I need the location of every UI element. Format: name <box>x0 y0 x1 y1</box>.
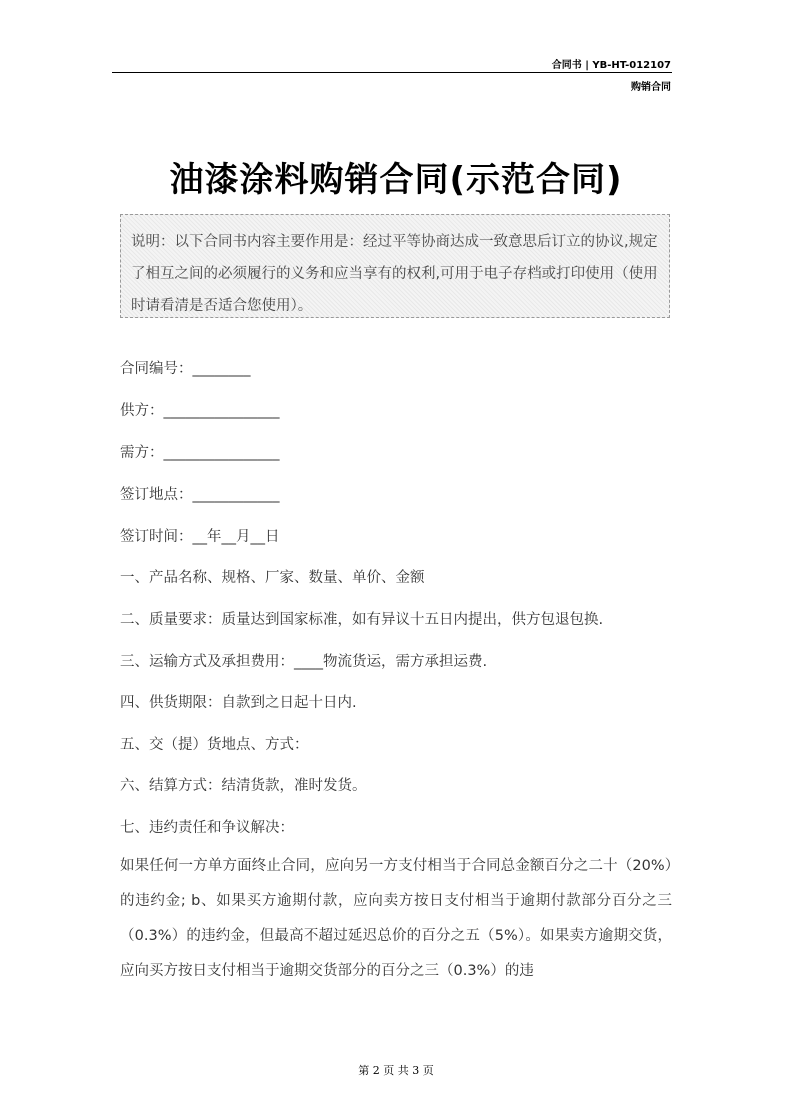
header-divider <box>112 72 672 73</box>
document-title: 油漆涂料购销合同(示范合同) <box>169 160 623 200</box>
page-footer: 第 2 页 共 3 页 <box>358 1064 434 1077</box>
clause-7: 七、违约责任和争议解决： <box>120 820 294 836</box>
breach-paragraph: 如果任何一方单方面终止合同，应向另一方支付相当于合同总金额百分之二十（20%）的违约金; b、如果买方逾期付款，应向卖方按日支付相当于逾期付款部分百分之三（0.3%）的违约金，但最高不超过延迟总价的百分之五（5%）。如果卖方逾期交货，应向买方按日支付相当于逾期交货部分的百分之三（0.3%）的违 <box>120 858 672 979</box>
clause-5: 五、交（提）货地点、方式： <box>120 737 309 753</box>
clause-3: 三、运输方式及承担费用：____物流货运，需方承担运费. <box>120 654 488 670</box>
field-signing-place: 签订地点：____________ <box>120 487 280 503</box>
field-contract-no: 合同编号：________ <box>120 361 251 377</box>
clause-1: 一、产品名称、规格、厂家、数量、单价、金额 <box>120 570 425 586</box>
header-doc-id: 合同书 | YB-HT-012107 <box>551 60 671 71</box>
field-buyer: 需方：________________ <box>120 445 280 461</box>
clause-6: 六、结算方式：结清货款，准时发货。 <box>120 778 367 794</box>
clause-2: 二、质量要求：质量达到国家标准，如有异议十五日内提出，供方包退包换. <box>120 612 604 628</box>
field-signing-time: 签订时间：__年__月__日 <box>120 529 280 545</box>
field-supplier: 供方：________________ <box>120 403 280 419</box>
clause-4: 四、供货期限：自款到之日起十日内. <box>120 695 357 711</box>
header-doc-type: 购销合同 <box>631 82 671 93</box>
note-box: 说明：以下合同书内容主要作用是：经过平等协商达成一致意思后订立的协议,规定了相互之间的必须履行的义务和应当享有的权利,可用于电子存档或打印使用（使用时请看清是否适合您使用）。 <box>120 214 670 318</box>
